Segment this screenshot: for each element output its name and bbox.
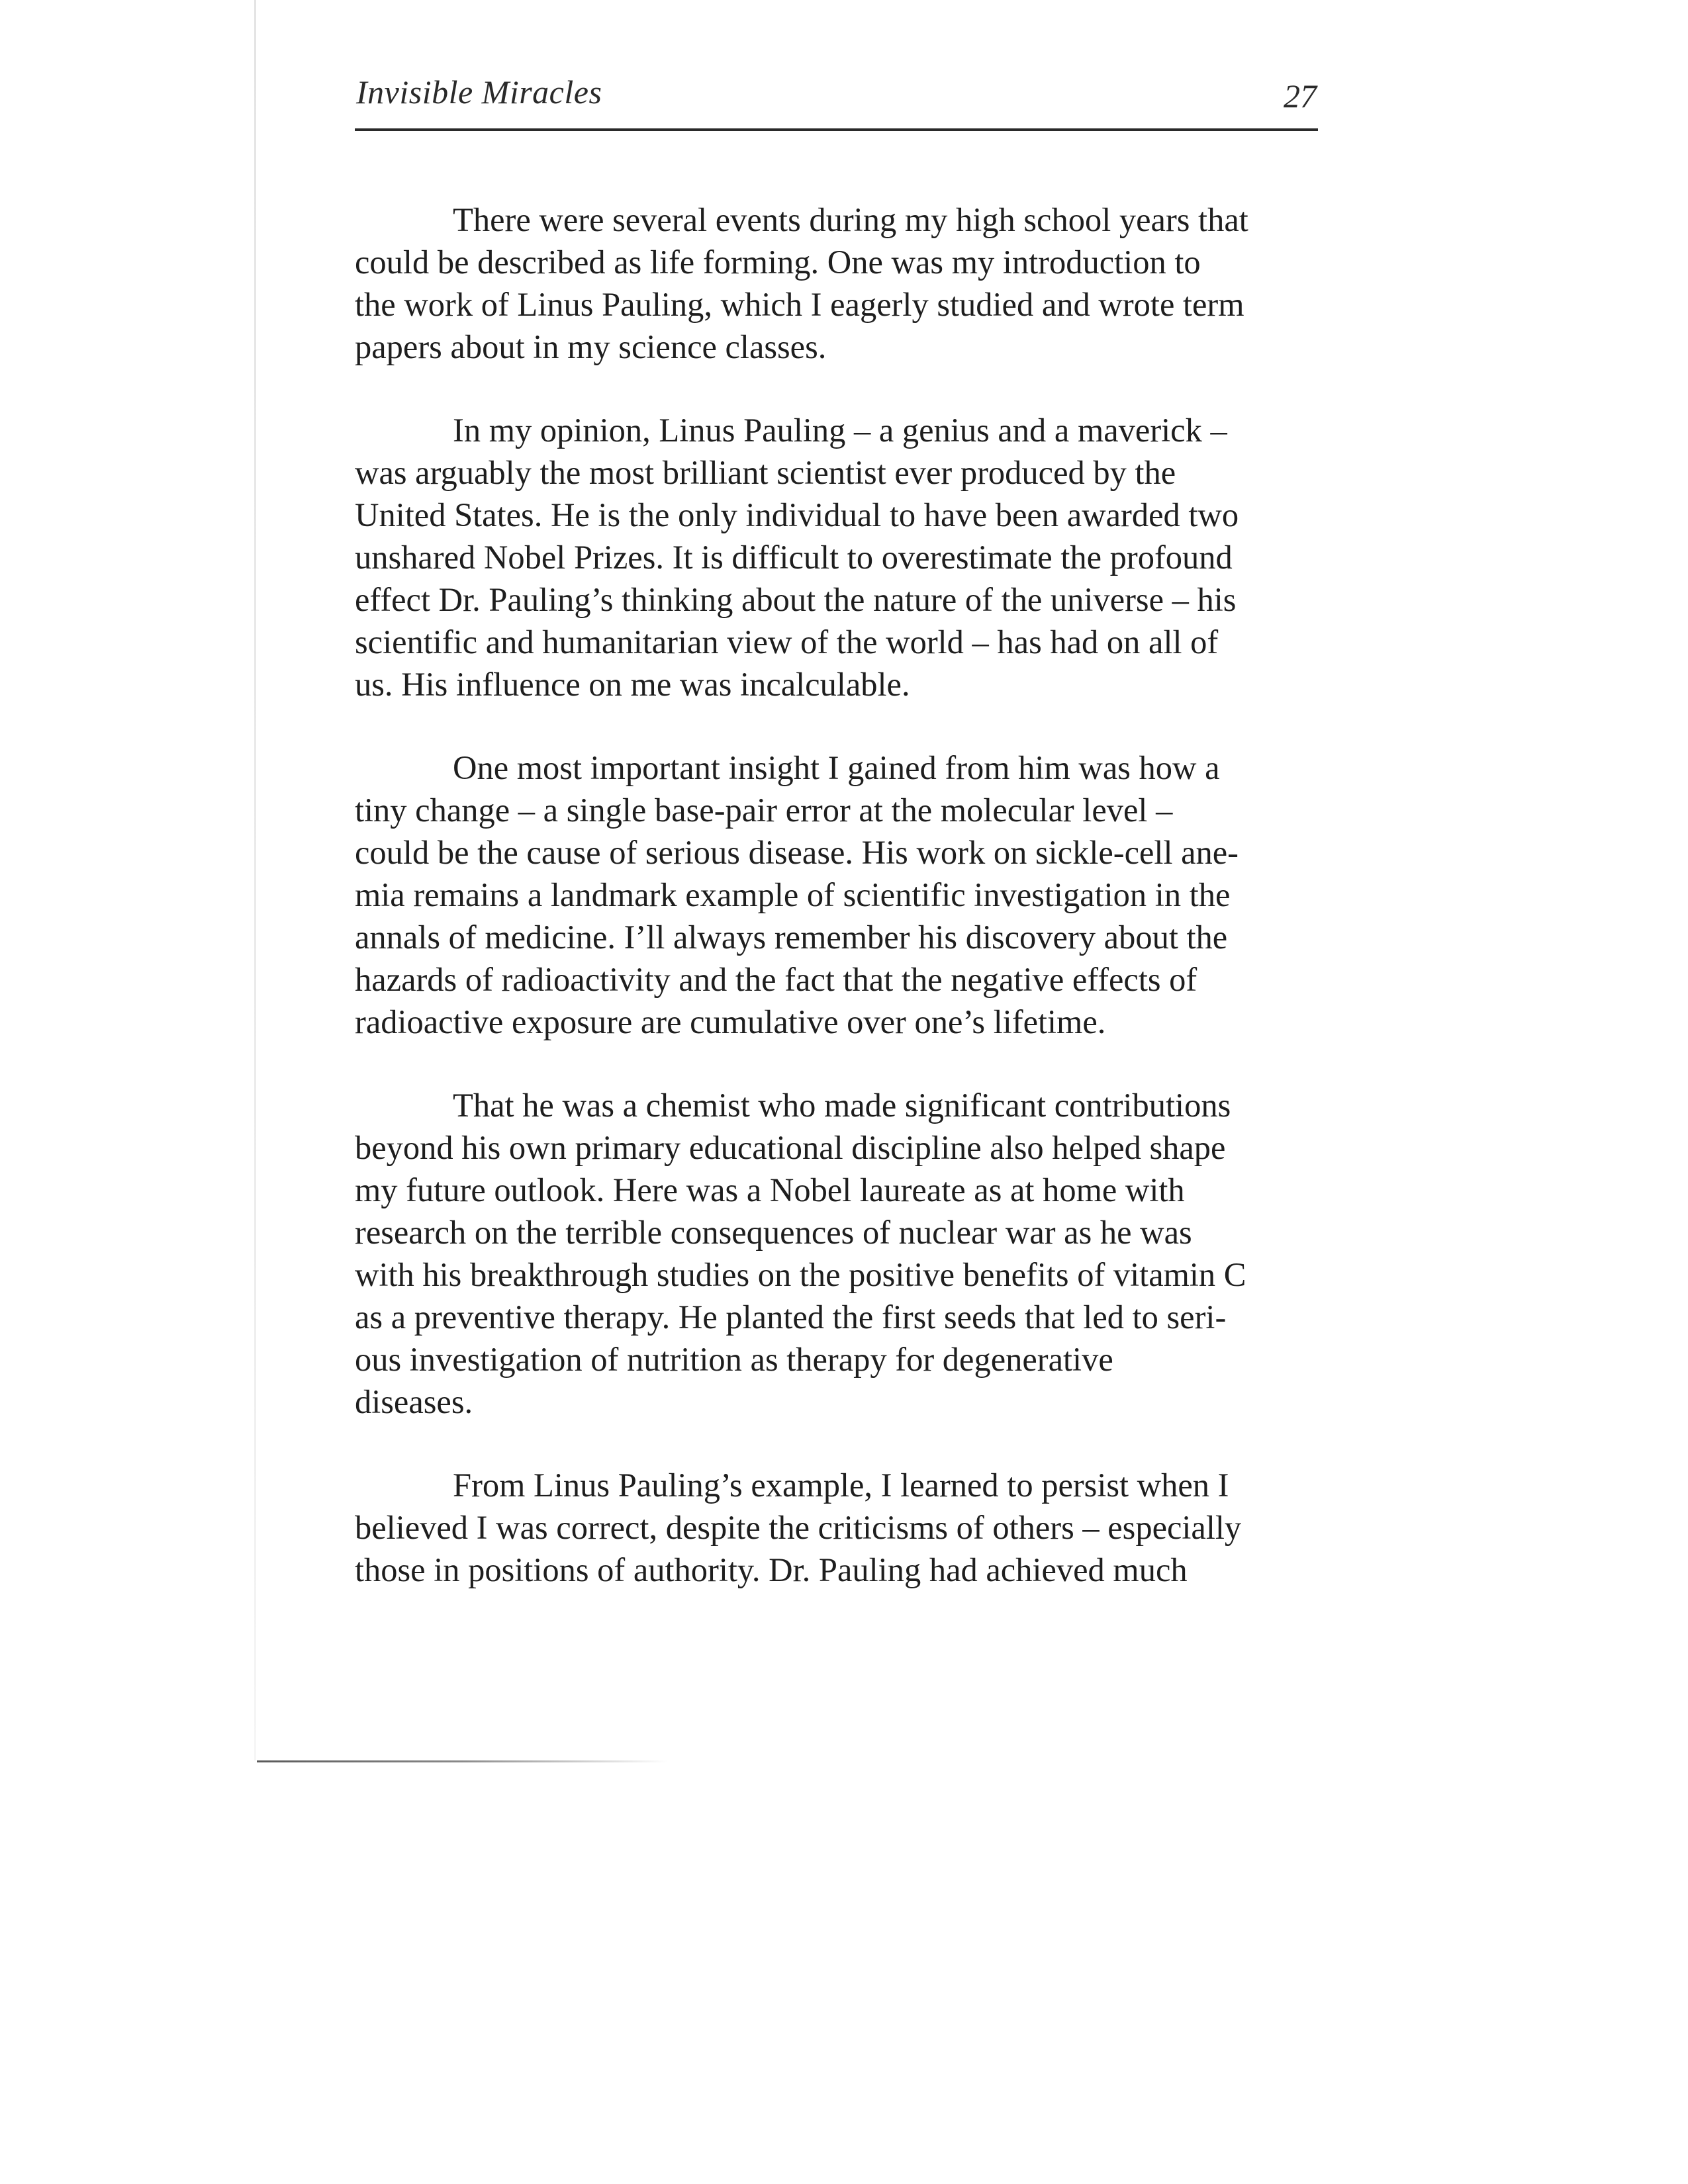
- text-line: diseases.: [355, 1383, 473, 1420]
- paragraph: [355, 199, 1328, 368]
- text-line: unshared Nobel Prizes. It is difficult to overestimate the profound: [355, 539, 1233, 576]
- text-line: could be described as life forming. One was my introduction to: [355, 244, 1201, 281]
- text-line: scientific and humanitarian view of the world – has had on all of: [355, 623, 1219, 660]
- text-line: was arguably the most brilliant scientist ever produced by the: [355, 454, 1176, 491]
- text-line: ous investigation of nutrition as therapy for degenerative: [355, 1341, 1113, 1378]
- text-line: us. His influence on me was incalculable.: [355, 666, 910, 703]
- text-line: beyond his own primary educational discipline also helped shape: [355, 1129, 1226, 1166]
- text-line: effect Dr. Pauling’s thinking about the nature of the universe – his: [355, 581, 1237, 618]
- paragraph: [355, 1464, 1328, 1591]
- text-line: as a preventive therapy. He planted the first seeds that led to seri-: [355, 1298, 1227, 1336]
- scan-page-edge: [254, 0, 256, 1760]
- page-number: 27: [1284, 77, 1317, 114]
- text-line: From Linus Pauling’s example, I learned to persist when I: [453, 1467, 1229, 1504]
- text-line: those in positions of authority. Dr. Pauling had achieved much: [355, 1551, 1188, 1588]
- running-header: [355, 69, 1318, 131]
- text-line: the work of Linus Pauling, which I eagerly studied and wrote term: [355, 286, 1244, 323]
- text-line: United States. He is the only individual to have been awarded two: [355, 496, 1239, 533]
- text-line: mia remains a landmark example of scientific investigation in the: [355, 876, 1231, 913]
- text-line: could be the cause of serious disease. His work on sickle-cell ane-: [355, 834, 1239, 871]
- text-line: That he was a chemist who made significant contributions: [453, 1087, 1231, 1124]
- text-line: One most important insight I gained from him was how a: [453, 749, 1220, 786]
- paragraph: [355, 1084, 1328, 1423]
- text-line: with his breakthrough studies on the positive benefits of vitamin C: [355, 1256, 1246, 1293]
- text-line: tiny change – a single base-pair error at the molecular level –: [355, 792, 1173, 829]
- scan-bottom-edge: [257, 1760, 667, 1762]
- text-line: annals of medicine. I’ll always remember his discovery about the: [355, 919, 1228, 956]
- text-line: believed I was correct, despite the criticisms of others – especially: [355, 1509, 1242, 1546]
- text-line: There were several events during my high school years that: [453, 201, 1248, 238]
- text-line: research on the terrible consequences of nuclear war as he was: [355, 1214, 1192, 1251]
- body-text: [355, 199, 1328, 1632]
- text-line: radioactive exposure are cumulative over one’s lifetime.: [355, 1003, 1106, 1040]
- text-line: hazards of radioactivity and the fact that the negative effects of: [355, 961, 1197, 998]
- text-line: In my opinion, Linus Pauling – a genius and a maverick –: [453, 412, 1227, 449]
- running-title: Invisible Miracles: [356, 73, 602, 111]
- text-line: my future outlook. Here was a Nobel laureate as at home with: [355, 1171, 1185, 1208]
- paragraph: [355, 747, 1328, 1043]
- text-line: papers about in my science classes.: [355, 328, 827, 365]
- paragraph: [355, 409, 1328, 705]
